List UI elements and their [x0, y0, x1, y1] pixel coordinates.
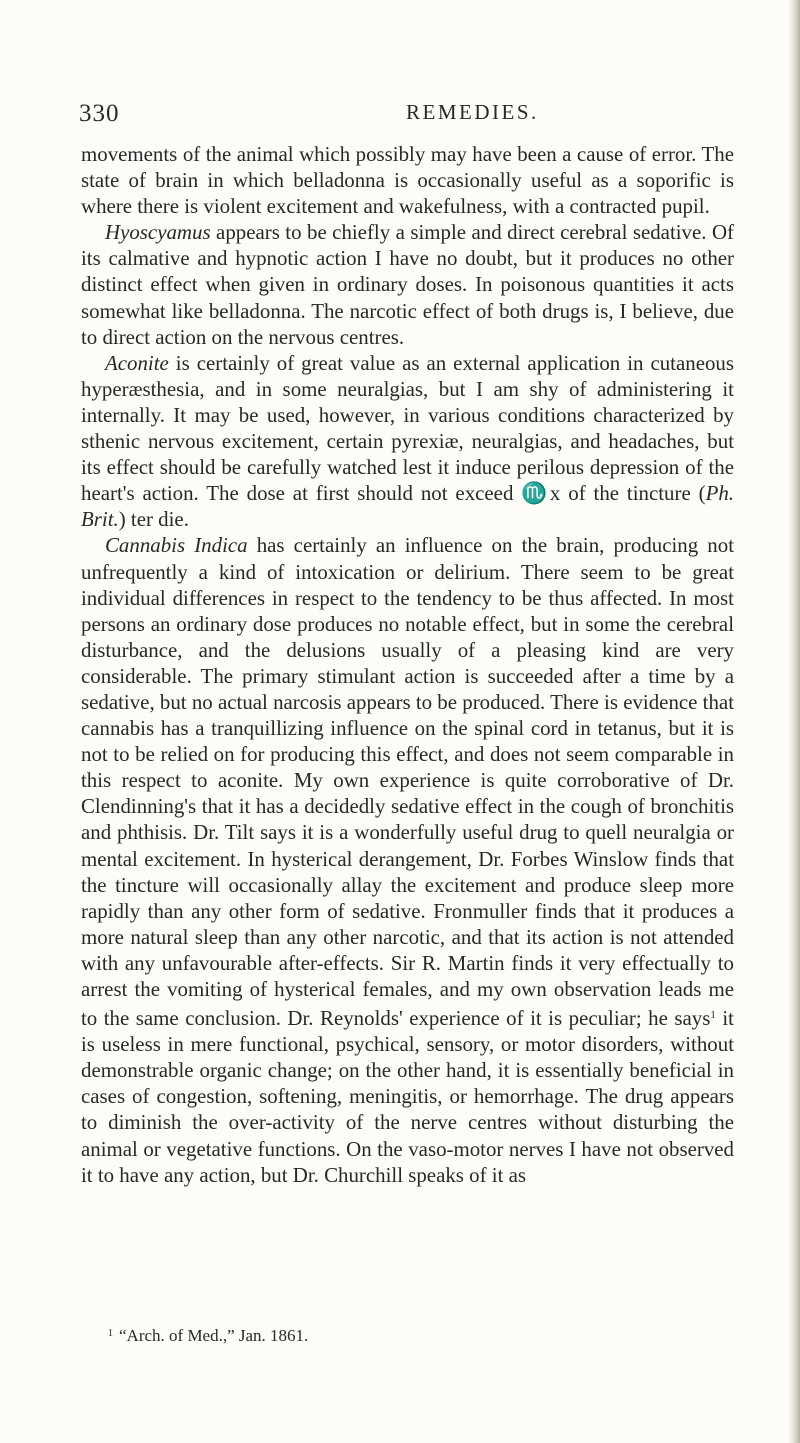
paragraph-cannabis: Cannabis Indica has certainly an influence on the brain, producing not unfrequently a kind of intoxication or delirium. There seem to be great individual differences in respect to the tendency to be thus affected. In most persons an ordinary dose produces no notable effect, but in some the cerebral disturbance, and the delusions usually of a pleasing kind are very considerable. The primary stimulant action is succeeded after a time by a sedative, but no actual narcosis appears to be produced. There is evidence that cannabis has a tranquillizing influence on the spinal cord in tetanus, but it is not to be relied on for producing this effect, and does not seem comparable in this respect to aconite. My own experience is quite corroborative of Dr. Clendinning's that it has a decidedly sedative effect in the cough of bronchitis and phthisis. Dr. Tilt says it is a wonderfully useful drug to quell neuralgia or mental excitement. In hysterical derangement, Dr. Forbes Winslow finds that the tincture will occasionally allay the excitement and produce sleep more rapidly than any other form of sedative. Fronmuller finds that it produces a more natural sleep than any other narcotic, and that its action is not attended with any unfavourable after-effects. Sir R. Martin finds it very effectually to arrest the vomiting of hysterical females, and my own observation leads me to the same conclusion. Dr. Reynolds' experience of it is peculiar; he says$^1$ it is useless in mere functional, psychical, sensory, or motor disorders, without demonstrable organic change; on the other hand, it is essentially beneficial in cases of congestion, softening, meningitis, or hemorrhage. The drug appears to diminish the over-activity of the nerve centres without disturbing the animal or vegetative functions. On the vaso-motor nerves I have not observed it to have any action, but Dr. Churchill speaks of it as	[81, 533, 735, 1187]
running-title: REMEDIES.	[406, 100, 539, 124]
term-cannabis-indica: Cannabis Indica	[105, 533, 248, 558]
pharmacopoeia-ref: Ph. Brit.	[81, 481, 734, 532]
page-edge-shadow	[788, 0, 800, 1443]
footnote-marker: 1	[108, 1328, 113, 1339]
page-number: 330	[79, 100, 120, 127]
paragraph-aconite: Aconite is certainly of great value as an external application in cutaneous hyperæsthesia, and in some neuralgias, but I am shy of administering it internally. It may be used, however, in various conditions characterized by sthenic nervous excitement, certain pyrexiæ, neuralgias, and headaches, but its effect should be carefully watched lest it induce perilous depression of the heart's action. The dose at first should not exceed ♏x of the tincture (Ph. Brit.) ter die.	[81, 350, 734, 532]
footnote	[108, 1323, 708, 1347]
paragraph-belladonna: movements of the animal which possibly may have been a cause of error. The state of brain in which belladonna is occasionally useful as a soporific is where there is violent excitement and wakefulness, with a contracted pupil.	[81, 142, 734, 219]
term-aconite: Aconite	[105, 350, 169, 375]
footnote-reference: 1	[710, 1009, 716, 1022]
paragraph-hyoscyamus: Hyoscyamus appears to be chiefly a simple and direct cerebral sedative. Of its calmative and hypnotic action I have no doubt, but it produces no other distinct effect when given in ordinary doses. In poisonous quantities it acts somewhat like belladonna. The narcotic effect of both drugs is, I believe, due to direct action on the nervous centres.	[81, 220, 734, 349]
body-text	[81, 141, 734, 1188]
term-hyoscyamus: Hyoscyamus	[105, 220, 211, 245]
page-header	[79, 100, 719, 132]
footnote-text: “Arch. of Med.,” Jan. 1861.	[119, 1326, 309, 1345]
